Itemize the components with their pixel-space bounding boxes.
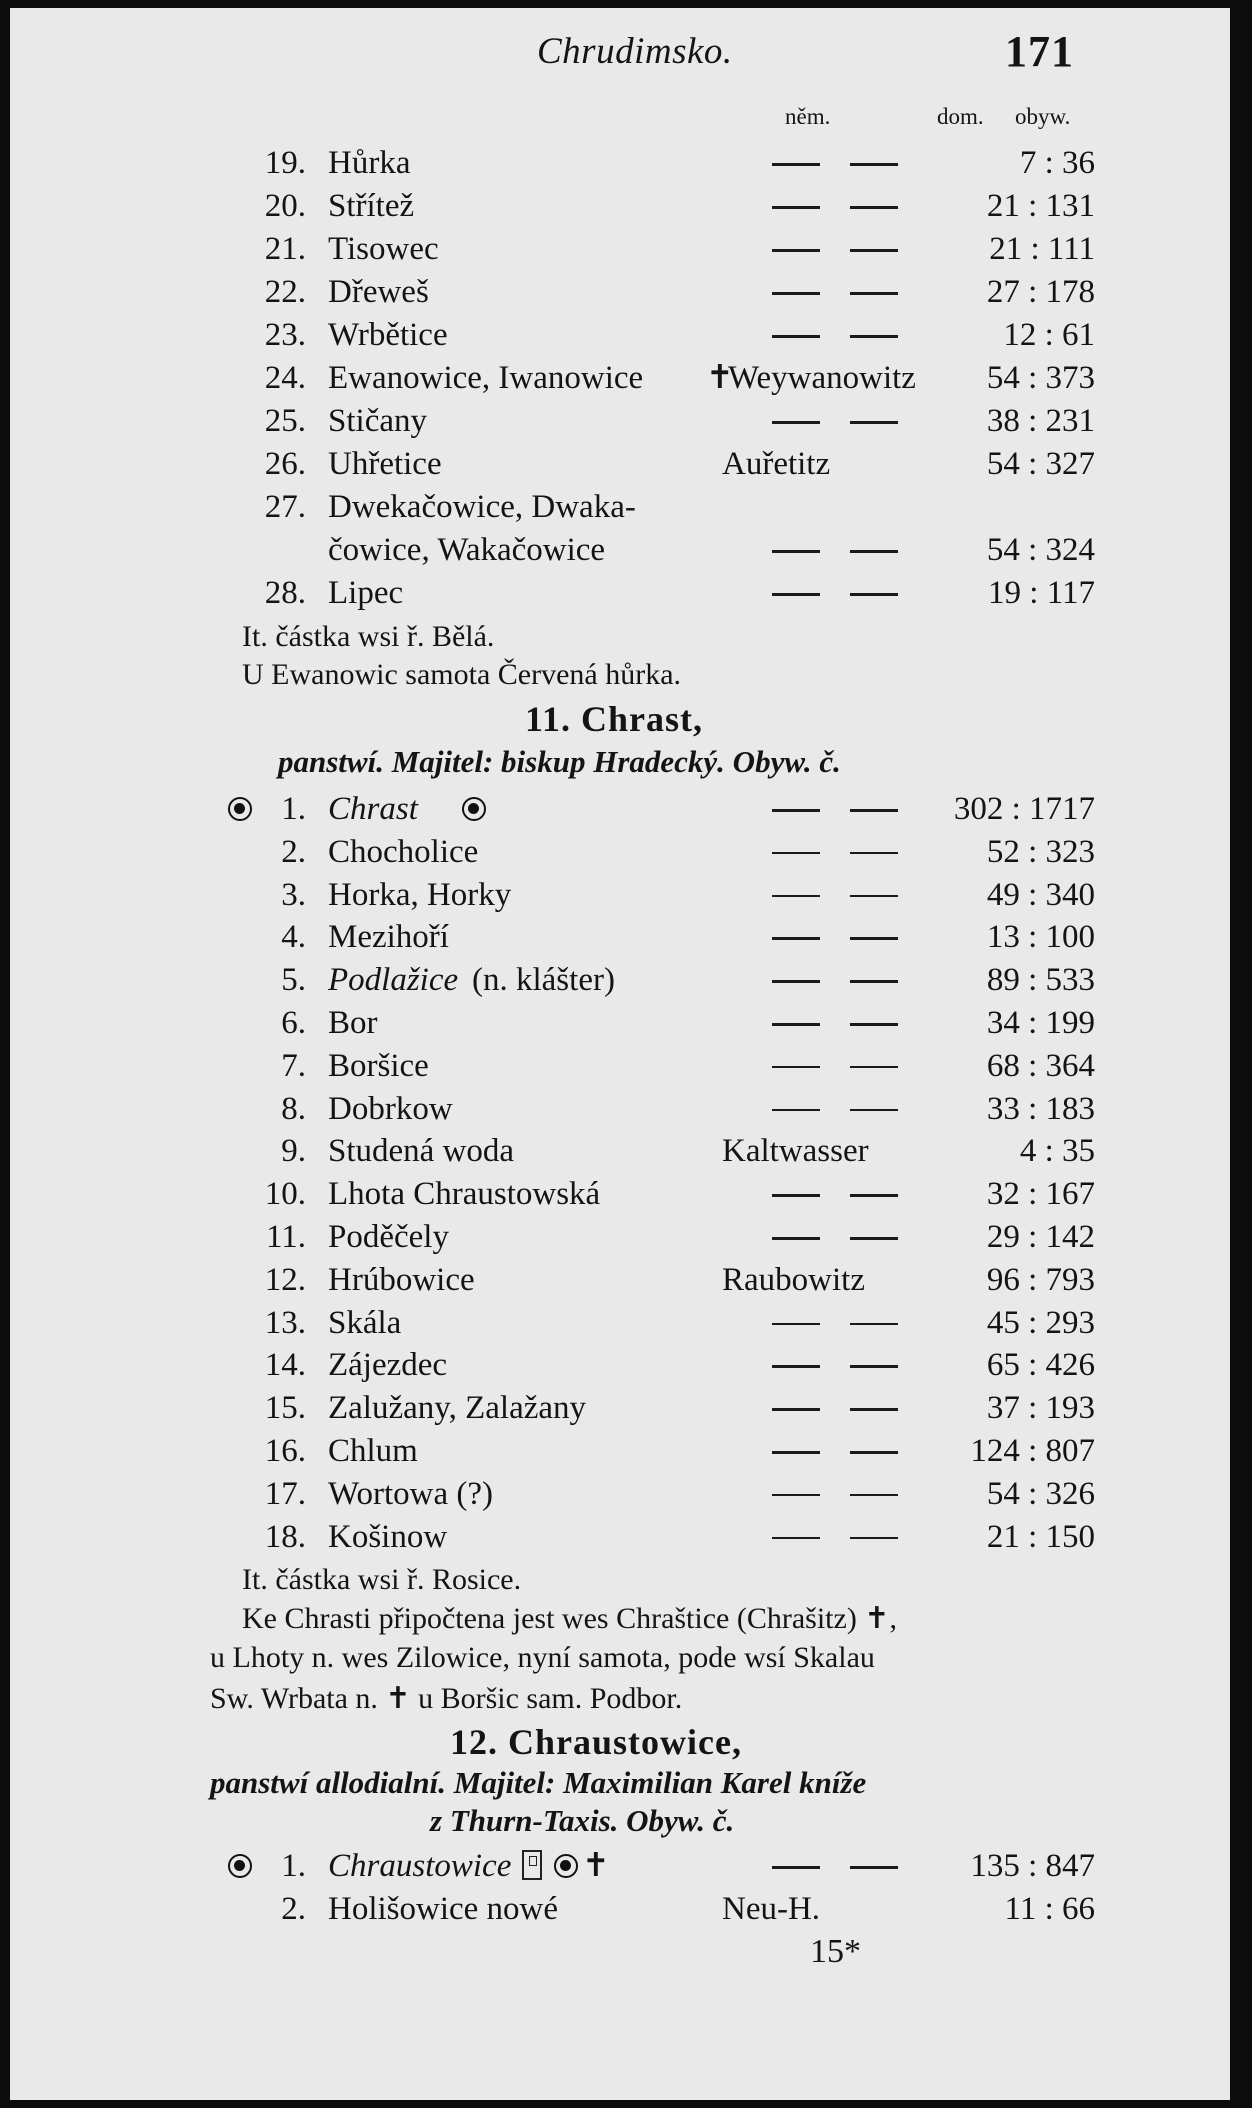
place-name: Skála xyxy=(328,1304,402,1341)
row-number: 19. xyxy=(264,145,306,181)
ditto-dash xyxy=(772,1866,820,1869)
row-number: 6. xyxy=(281,1005,306,1041)
row-number: 12. xyxy=(264,1261,306,1298)
table-row xyxy=(10,1173,1230,1215)
table-row xyxy=(10,959,1230,1001)
ditto-dash xyxy=(772,1365,820,1368)
running-header-title: Chrudimsko. xyxy=(537,31,733,72)
ditto-dash xyxy=(772,163,820,166)
houses-inhabitants: 12 : 61 xyxy=(1003,317,1095,353)
ditto-dash xyxy=(772,593,820,596)
table-row xyxy=(10,1888,1230,1930)
table-row xyxy=(10,1845,1230,1887)
place-name: Dřeweš xyxy=(328,274,429,310)
row-number: 10. xyxy=(264,1176,306,1213)
table-row xyxy=(10,1344,1230,1386)
row-number: 4. xyxy=(281,919,306,956)
book-page xyxy=(10,8,1230,2100)
row-number: 11. xyxy=(265,1219,306,1255)
houses-inhabitants: 21 : 111 xyxy=(989,231,1095,267)
houses-inhabitants: 33 : 183 xyxy=(986,1090,1095,1127)
houses-inhabitants: 11 : 66 xyxy=(1004,1891,1095,1927)
houses-inhabitants: 54 : 324 xyxy=(986,532,1095,568)
row-number: 1. xyxy=(281,1848,306,1884)
houses-inhabitants: 32 : 167 xyxy=(986,1176,1095,1213)
houses-inhabitants: 52 : 323 xyxy=(986,833,1095,870)
houses-inhabitants: 45 : 293 xyxy=(986,1304,1095,1341)
houses-inhabitants: 4 : 35 xyxy=(1019,1133,1095,1170)
ditto-dash xyxy=(772,980,820,983)
column-header-obyw: obyw. xyxy=(1015,104,1071,129)
place-name: Ewanowice, Iwanowice xyxy=(328,360,644,396)
houses-inhabitants: 89 : 533 xyxy=(986,962,1095,999)
table-row xyxy=(10,1002,1230,1044)
houses-inhabitants: 7 : 36 xyxy=(1019,145,1095,181)
houses-inhabitants: 49 : 340 xyxy=(986,876,1095,913)
row-number: 18. xyxy=(264,1518,306,1555)
place-name-suffix: (n. klášter) xyxy=(472,962,615,999)
table-row xyxy=(10,142,1230,184)
ditto-dash xyxy=(772,852,820,855)
place-name: Mezihoří xyxy=(328,919,449,956)
row-number: 24. xyxy=(264,360,306,396)
note-podbor: Sw. Wrbata n. ✝ u Boršic sam. Podbor. xyxy=(210,1682,683,1715)
ditto-dash xyxy=(772,1494,820,1497)
ditto-dash xyxy=(772,1237,820,1240)
place-name: Chocholice xyxy=(328,833,479,870)
houses-inhabitants: 21 : 131 xyxy=(986,188,1095,224)
place-name: Podlažice xyxy=(328,962,459,999)
table-row xyxy=(10,357,1230,399)
houses-inhabitants: 54 : 373 xyxy=(986,360,1095,396)
signature-mark: 15* xyxy=(810,1933,861,1970)
place-name: Hůrka xyxy=(328,145,411,181)
place-name: Horka, Horky xyxy=(328,876,512,913)
ditto-dash xyxy=(772,1109,820,1112)
parish-icon xyxy=(554,1854,578,1878)
place-name: Wortowa (?) xyxy=(328,1475,494,1512)
houses-inhabitants: 65 : 426 xyxy=(986,1347,1095,1384)
section-12-number: 12. xyxy=(450,1722,498,1762)
section-12-heading xyxy=(450,1721,742,1763)
ditto-dash xyxy=(772,421,820,424)
houses-inhabitants: 54 : 326 xyxy=(986,1475,1095,1512)
parish-icon xyxy=(462,797,486,821)
place-name: Střítež xyxy=(328,188,415,224)
houses-inhabitants: 124 : 807 xyxy=(970,1433,1095,1469)
cross-icon: ✝ xyxy=(706,360,734,396)
row-number: 20. xyxy=(264,188,306,224)
place-name: Hrúbowice xyxy=(328,1261,475,1298)
houses-inhabitants: 27 : 178 xyxy=(986,274,1095,310)
table-row xyxy=(10,185,1230,227)
row-number: 26. xyxy=(264,446,306,482)
section-11-number: 11. xyxy=(525,699,572,739)
table-row xyxy=(10,400,1230,442)
row-number: 5. xyxy=(281,962,306,999)
row-number: 2. xyxy=(281,1891,306,1927)
row-number: 25. xyxy=(264,403,306,439)
table-row xyxy=(10,572,1230,614)
table-row xyxy=(10,228,1230,270)
castle-icon xyxy=(522,1850,542,1880)
cross-icon: ✝ xyxy=(582,1848,610,1884)
ditto-dash xyxy=(772,1451,820,1454)
row-number: 17. xyxy=(264,1475,306,1512)
table-row xyxy=(10,1130,1230,1172)
column-header-dom: dom. xyxy=(937,104,984,129)
note-chrastice: Ke Chrasti připočtena jest wes Chraštice (Chrašitz) ✝, xyxy=(242,1602,897,1635)
section-11-subheading: panstwí. Majitel: biskup Hradecký. Obyw. č. xyxy=(278,744,841,779)
section-12-title: Chraustowice, xyxy=(508,1722,742,1762)
row-number: 2. xyxy=(281,833,306,870)
ditto-dash xyxy=(772,335,820,338)
place-name: Lipec xyxy=(328,575,404,611)
table-row xyxy=(10,271,1230,313)
table-row xyxy=(10,831,1230,873)
table-row xyxy=(10,916,1230,958)
row-number: 1. xyxy=(281,791,306,827)
row-number: 3. xyxy=(281,876,306,913)
place-name: Dobrkow xyxy=(328,1090,453,1127)
table-row xyxy=(10,874,1230,916)
place-name: Chrast xyxy=(328,791,418,827)
place-name: Uhřetice xyxy=(328,446,442,482)
page-number: 171 xyxy=(1005,27,1074,76)
section-11-title: Chrast, xyxy=(581,699,704,739)
table-row xyxy=(10,443,1230,485)
houses-inhabitants: 68 : 364 xyxy=(986,1047,1095,1084)
ditto-dash xyxy=(772,937,820,940)
houses-inhabitants: 19 : 117 xyxy=(988,575,1095,611)
table-row xyxy=(10,529,1230,571)
german-name: Neu-H. xyxy=(722,1891,821,1927)
houses-inhabitants: 29 : 142 xyxy=(986,1219,1095,1255)
place-name: Zalužany, Zalažany xyxy=(328,1390,587,1427)
ditto-dash xyxy=(772,1194,820,1197)
place-name: Tisowec xyxy=(328,231,439,267)
row-number: 9. xyxy=(281,1133,306,1170)
place-name: čowice, Wakačowice xyxy=(328,532,606,568)
ditto-dash xyxy=(772,292,820,295)
table-row xyxy=(10,1473,1230,1515)
table-row xyxy=(10,1387,1230,1429)
ditto-dash xyxy=(772,550,820,553)
place-name: Bor xyxy=(328,1005,378,1041)
place-name: Dwekačowice, Dwaka- xyxy=(328,489,636,525)
row-number: 16. xyxy=(264,1433,306,1469)
houses-inhabitants: 96 : 793 xyxy=(986,1261,1095,1298)
ditto-dash xyxy=(772,1023,820,1026)
ditto-dash xyxy=(772,895,820,898)
column-header-nem: něm. xyxy=(785,104,831,129)
german-name: Kaltwasser xyxy=(722,1133,869,1170)
row-number: 8. xyxy=(281,1090,306,1127)
table-row xyxy=(10,1259,1230,1301)
section-12-subheading-1: panstwí allodialní. Majitel: Maximilian Karel kníže xyxy=(210,1765,867,1800)
german-name: Raubowitz xyxy=(722,1261,865,1298)
table-row xyxy=(10,1302,1230,1344)
german-name: Weywanowitz xyxy=(728,360,916,396)
houses-inhabitants: 13 : 100 xyxy=(986,919,1095,956)
place-name: Zájezdec xyxy=(328,1347,448,1384)
ditto-dash xyxy=(772,206,820,209)
table-row xyxy=(10,1430,1230,1472)
table-row xyxy=(10,486,1230,528)
houses-inhabitants: 54 : 327 xyxy=(986,446,1095,482)
place-name: Studená woda xyxy=(328,1133,515,1170)
place-name: Chlum xyxy=(328,1433,418,1469)
place-name: Lhota Chraustowská xyxy=(328,1176,601,1213)
row-number: 14. xyxy=(264,1347,306,1384)
row-number: 23. xyxy=(264,317,306,353)
ditto-dash xyxy=(772,1537,820,1540)
houses-inhabitants: 302 : 1717 xyxy=(953,791,1095,827)
ditto-dash xyxy=(772,809,820,812)
ditto-dash xyxy=(772,1323,820,1326)
row-number: 15. xyxy=(264,1390,306,1427)
german-name: Auřetitz xyxy=(722,446,831,482)
houses-inhabitants: 37 : 193 xyxy=(986,1390,1095,1427)
houses-inhabitants: 34 : 199 xyxy=(986,1005,1095,1041)
table-row xyxy=(10,1216,1230,1258)
place-name: Wrbětice xyxy=(328,317,448,353)
place-name: Holišowice nowé xyxy=(328,1891,559,1927)
place-name: Boršice xyxy=(328,1047,429,1084)
row-number: 21. xyxy=(264,231,306,267)
ditto-dash xyxy=(772,249,820,252)
row-number: 22. xyxy=(264,274,306,310)
table-row xyxy=(10,1088,1230,1130)
market-town-icon xyxy=(228,1854,252,1878)
table-row xyxy=(10,1045,1230,1087)
section-11-heading xyxy=(525,698,703,740)
note-zilowice: u Lhoty n. wes Zilowice, nyní samota, pode wsí Skalau xyxy=(210,1641,875,1674)
place-name: Košinow xyxy=(328,1518,448,1555)
row-number: 28. xyxy=(264,575,306,611)
row-number: 7. xyxy=(281,1047,306,1084)
houses-inhabitants: 21 : 150 xyxy=(986,1518,1095,1555)
note-cervena-hurka: U Ewanowic samota Červená hůrka. xyxy=(242,658,682,691)
section-12-subheading-2: z Thurn-Taxis. Obyw. č. xyxy=(430,1803,735,1838)
ditto-dash xyxy=(772,1408,820,1411)
table-row xyxy=(10,1516,1230,1558)
row-number: 13. xyxy=(264,1304,306,1341)
note-rosice: It. částka wsi ř. Rosice. xyxy=(242,1563,522,1596)
place-name: Stičany xyxy=(328,403,427,439)
table-row xyxy=(10,788,1230,830)
houses-inhabitants: 38 : 231 xyxy=(986,403,1095,439)
houses-inhabitants: 135 : 847 xyxy=(970,1848,1095,1884)
ditto-dash xyxy=(772,1066,820,1069)
note-bela: It. částka wsi ř. Bělá. xyxy=(242,620,495,653)
place-name: Chraustowice xyxy=(328,1848,512,1884)
table-row xyxy=(10,314,1230,356)
place-name: Poděčely xyxy=(328,1219,449,1255)
row-number: 27. xyxy=(264,489,306,525)
